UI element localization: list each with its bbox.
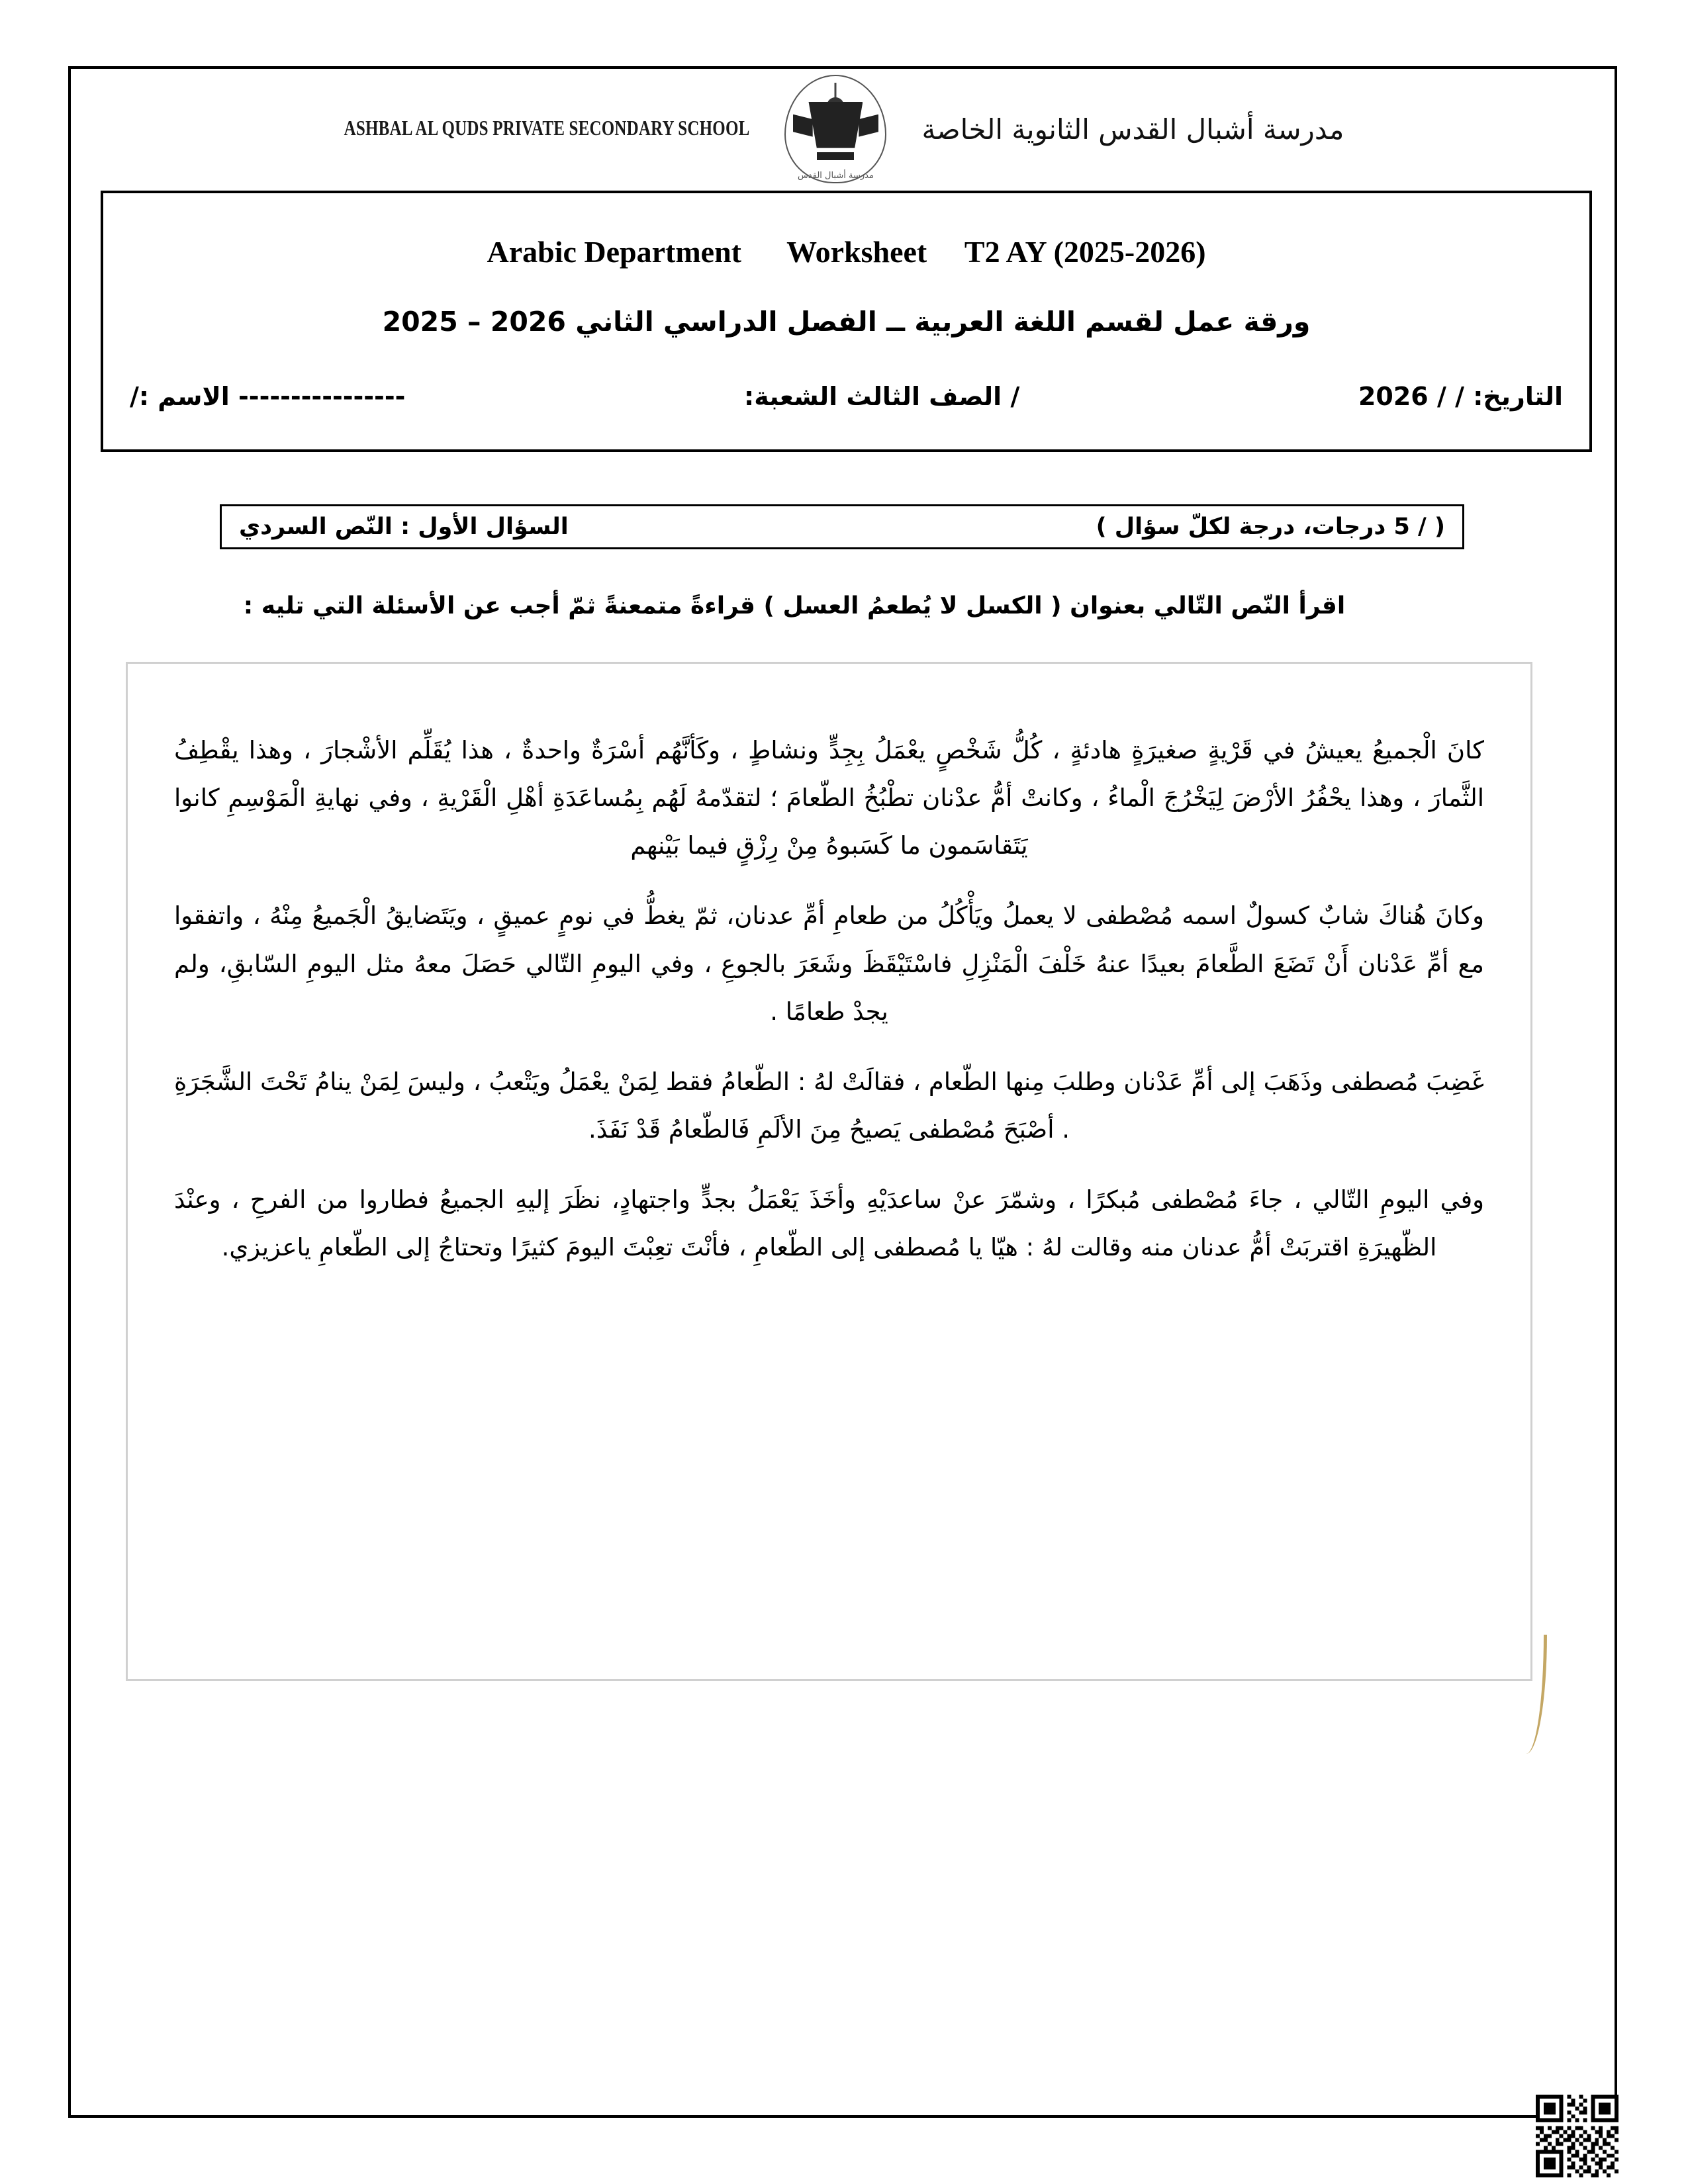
name-blank: ---------------- <box>238 382 406 411</box>
date-label: التاريخ: <box>1473 382 1563 411</box>
worksheet-title-arabic: ورقة عمل لقسم اللغة العربية ــ الفصل الدراسي الثاني 2026 – 2025 <box>382 306 1311 338</box>
header-info-box <box>101 191 1592 452</box>
class-section-field[interactable] <box>744 382 1019 411</box>
logo-caption: مدرسة أشبال القدس <box>798 171 874 181</box>
worksheet-title-english: Arabic Department Worksheet T2 AY (2025-2026) <box>487 235 1206 269</box>
passage-paragraph: وكانَ هُناكَ شابٌ كسولٌ اسمه مُصْطفى لا يعملُ ويَأْكُلُ من طعامِ أمِّ عدنان، ثمّ يغطُّ في نومٍ عميقٍ ، ويَتَضايقُ الْجَميعُ مِنْهُ ، واتفقوا مع أمِّ عَدْنان أَنْ تَضَعَ الطَّعامَ بعيدًا عنهُ خَلْفَ الْمَنْزِلِ فاسْتَيْقَظَ وشَعَرَ بالجوعِ ، وفي اليومِ التّالي حَصَلَ معهُ مثل اليومِ السّابقِ، ولم يجدْ طعامًا . <box>174 901 1484 1026</box>
date-field[interactable] <box>1358 382 1563 411</box>
passage-paragraph: وفي اليومِ التّالي ، جاءَ مُصْطفى مُبكرًا ، وشمّرَ عنْ ساعدَيْهِ وأخَذَ يَعْمَلُ بجدٍّ واجتهادٍ، نظَرَ إليهِ الجميعُ فطاروا من الفرحِ ، وعنْدَ الظّهيرَةِ اقتربَتْ أمُّ عدنان منه وقالت لهُ : هيّا يا مُصطفى إلى الطّعامِ ، فأنْتَ تعِبْتَ اليومَ كثيرًا وتحتاجُ إلى الطّعامِ ياعزيزي. <box>174 1185 1484 1262</box>
school-name-english: ASHBAL AL QUDS PRIVATE SECONDARY SCHOOL <box>344 117 750 140</box>
student-name-field[interactable] <box>130 382 405 411</box>
class-blank: / <box>1010 382 1020 411</box>
student-info-row <box>130 382 1563 411</box>
name-label: الاسم :/ <box>130 382 230 411</box>
class-label: الصف الثالث الشعبة: <box>744 382 1002 411</box>
school-logo-icon <box>776 76 895 182</box>
date-value: / / 2026 <box>1358 382 1464 411</box>
question-1-title: السؤال الأول : النّص السردي <box>239 514 569 540</box>
qr-code <box>1536 2095 1618 2177</box>
question-1-header-box <box>220 504 1464 549</box>
question-1-marks: ( / 5 درجات، درجة لكلّ سؤال ) <box>1096 514 1445 540</box>
passage-paragraph: كانَ الْجميعُ يعيشُ في قَرْيةٍ صغيرَةٍ هادئةٍ ، كُلُّ شَخْصٍ يعْمَلُ بِجِدٍّ ونشاطٍ ، وكَأنَّهُم أسْرَةٌ واحدةٌ ، هذا يُقَلِّم الأشْجارَ ، وهذا يقْطِفُ الثَّمارَ ، وهذا يحْفُرُ الأرْضَ لِيَخْرُجَ الْماءُ ، وكانتْ أمُّ عدْنان تطْبُخُ الطّعامَ ؛ لتقدّمهُ لَهُم بِمُساعَدَةِ أهْلِ الْقَرْيةِ ، وفي نهايةِ الْمَوْسِمِ كانوا يَتَقاسَمون ما كَسَبوهُ مِنْ رِزْقٍ فيما بَيْنهم <box>174 736 1484 860</box>
school-name-arabic: مدرسة أشبال القدس الثانوية الخاصة <box>921 113 1344 146</box>
letterhead <box>99 73 1589 185</box>
reading-instruction: اقرأ النّص التّالي بعنوان ( الكسل لا يُطعمُ العسل ) قراءةً متمعنةً ثمّ أجب عن الأسئلة التي تليه : <box>243 592 1346 619</box>
reading-passage-box <box>126 662 1532 1681</box>
passage-paragraph: غَضِبَ مُصطفى وذَهَبَ إلى أمِّ عَدْنان وطلبَ مِنها الطّعام ، فقالَتْ لهُ : الطّعامُ فقط لِمَنْ يعْمَلُ ويَتْعبُ ، وليسَ لِمَنْ ينامُ تَحْتَ الشَّجَرَةِ . أصْبَحَ مُصْطفى يَصيحُ مِنَ الألَمِ فَالطّعامُ قَدْ نَفَذَ. <box>174 1067 1484 1144</box>
